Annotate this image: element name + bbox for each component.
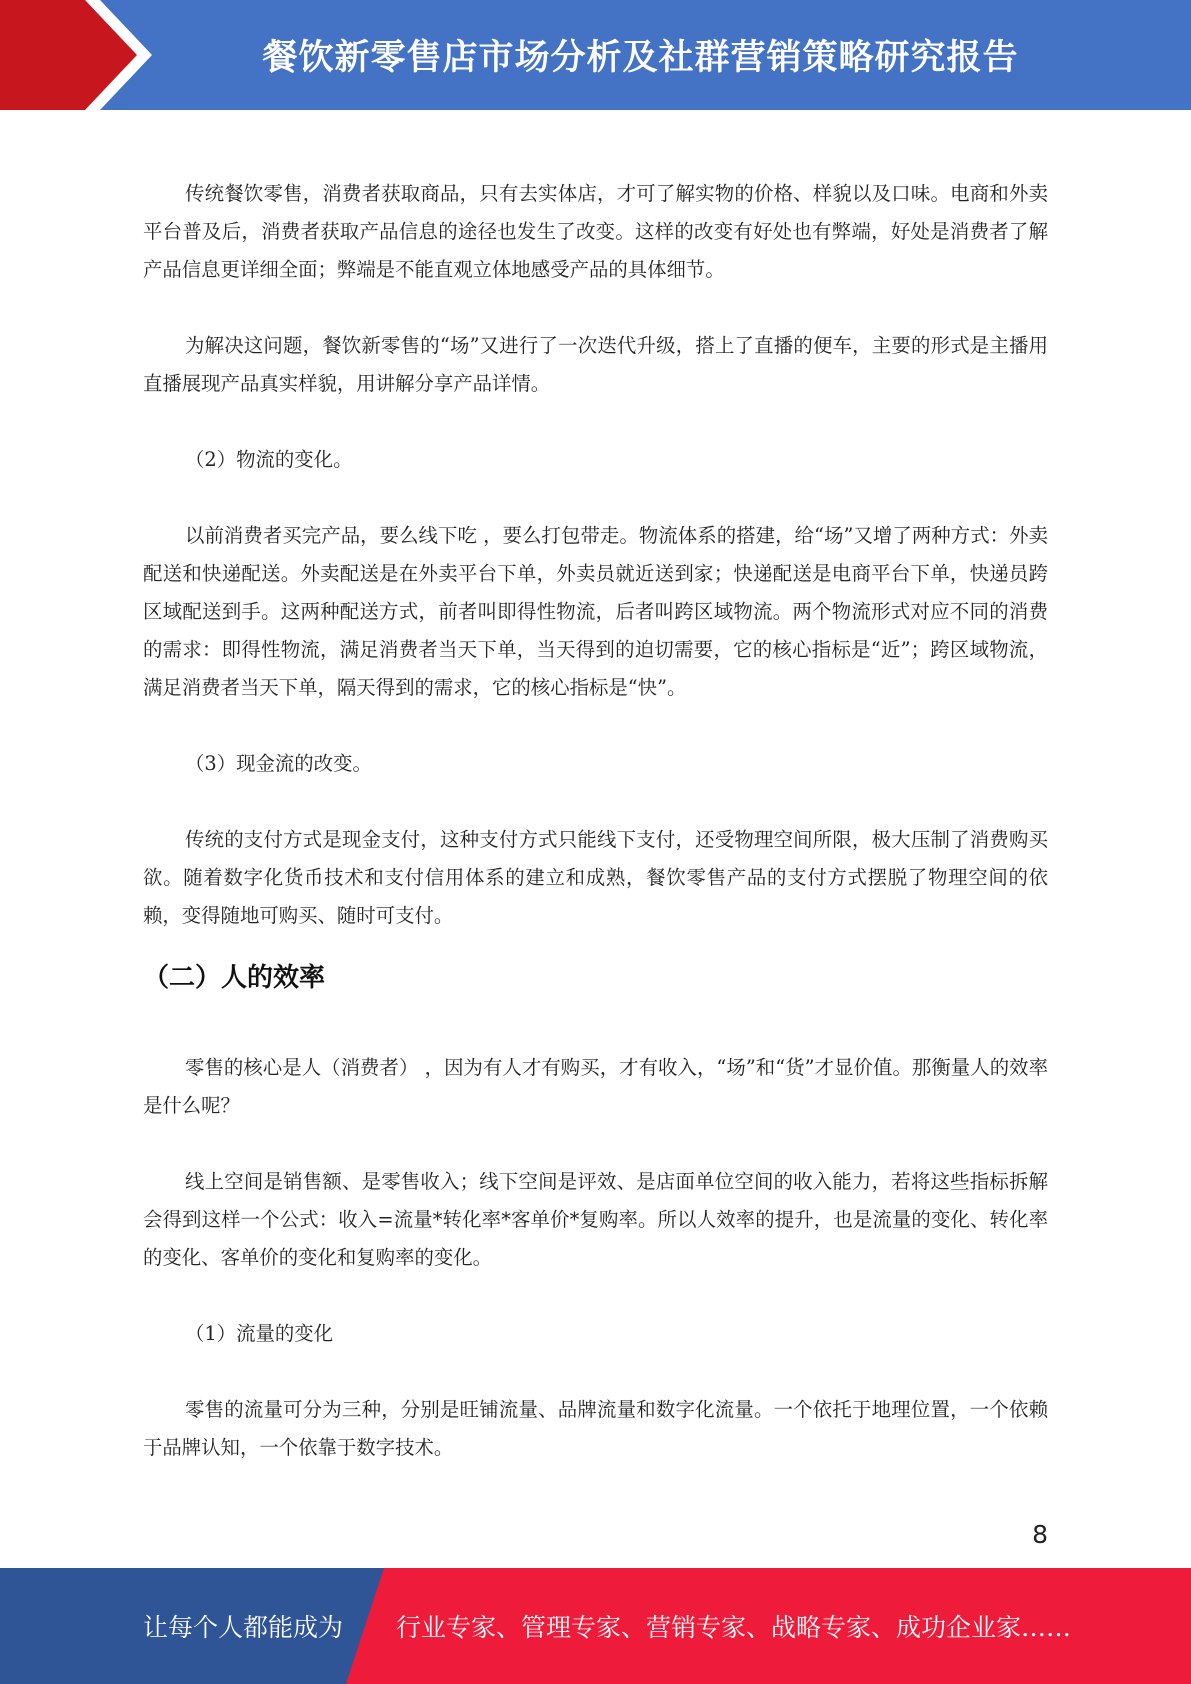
paragraph-core-of-retail: 零售的核心是人（消费者） ，因为有人才有购买，才有收入，“场”和“货”才显价值。那衡量人的效率是什么呢？ [143, 1056, 1048, 1117]
paragraph-formula: 线上空间是销售额、是零售收入；线下空间是评效、是店面单位空间的收入能力，若将这些指标拆解会得到这样一个公式：收入=流量*转化率*客单价*复购率。所以人效率的提升，也是流量的变化、转化率的变化、客单价的变化和复购率的变化。 [143, 1170, 1048, 1269]
subheading-logistics: （2）物流的变化。 [185, 448, 353, 471]
subheading-traffic: （1）流量的变化 [185, 1322, 334, 1345]
paragraph-payment: 传统的支付方式是现金支付，这种支付方式只能线下支付，还受物理空间所限，极大压制了消费购买欲。随着数字化货币技术和支付信用体系的建立和成熟，餐饮零售产品的支付方式摆脱了物理空间的依赖，变得随地可购买、随时可支付。 [143, 828, 1048, 927]
paragraph-traffic-types: 零售的流量可分为三种，分别是旺铺流量、品牌流量和数字化流量。一个依托于地理位置，一个依赖于品牌认知，一个依靠于数字技术。 [143, 1398, 1048, 1459]
paragraph-live-streaming: 为解决这问题，餐饮新零售的“场”又进行了一次迭代升级，搭上了直播的便车，主要的形式是主播用直播展现产品真实样貌，用讲解分享产品详情。 [143, 334, 1048, 395]
paragraph-traditional-retail: 传统餐饮零售，消费者获取商品，只有去实体店，才可了解实物的价格、样貌以及口味。电商和外卖平台普及后，消费者获取产品信息的途径也发生了改变。这样的改变有好处也有弊端，好处是消费者了解产品信息更详细全面；弊端是不能直观立体地感受产品的具体细节。 [143, 182, 1048, 281]
subheading-cash-flow: （3）现金流的改变。 [185, 752, 372, 775]
page-header [0, 0, 1191, 110]
page-content [143, 175, 1048, 1467]
page-footer [0, 1568, 1191, 1684]
paragraph-logistics: 以前消费者买完产品，要么线下吃 ，要么打包带走。物流体系的搭建，给“场”又增了两种方式：外卖配送和快递配送。外卖配送是在外卖平台下单，外卖员就近送到家；快递配送是电商平台下单，快递员跨区域配送到手。这两种配送方式，前者叫即得性物流，后者叫跨区域物流。两个物流形式对应不同的消费的需求：即得性物流，满足消费者当天下单，当天得到的迫切需要，它的核心指标是“近”；跨区域物流，满足消费者当天下单，隔天得到的需求，它的核心指标是“快”。 [143, 524, 1048, 699]
page-number: 8 [1032, 1520, 1048, 1549]
footer-slogan-right: 行业专家、管理专家、营销专家、战略专家、成功企业家…… [396, 1613, 1072, 1642]
section-heading-people-efficiency: （二）人的效率 [143, 963, 326, 993]
footer-slogan-left: 让每个人都能成为 [143, 1613, 344, 1642]
report-title: 餐饮新零售店市场分析及社群营销策略研究报告 [262, 38, 1019, 78]
